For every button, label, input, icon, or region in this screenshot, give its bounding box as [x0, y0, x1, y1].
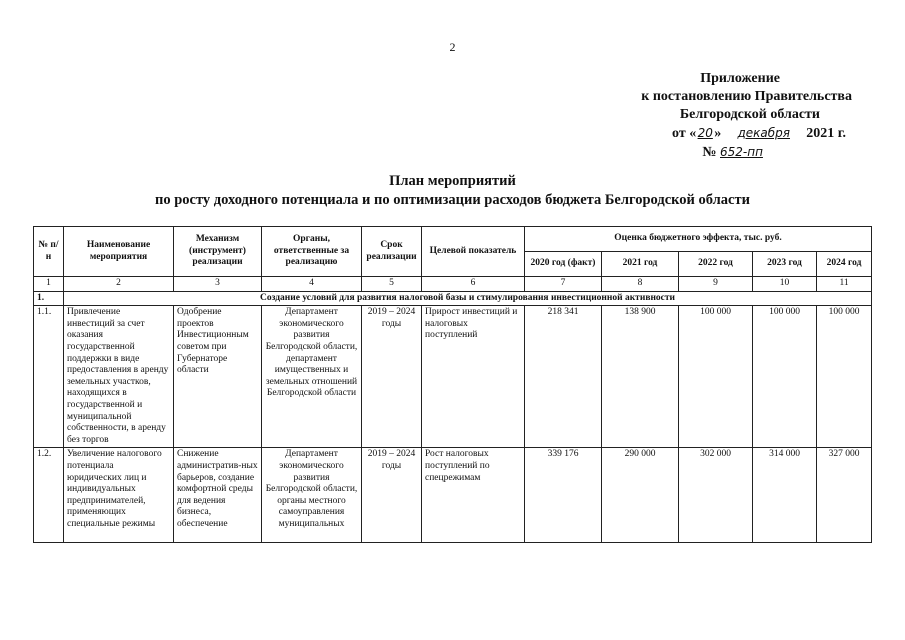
column-number: 7	[525, 277, 602, 292]
section-num: 1.	[34, 291, 64, 306]
row-num: 1.1.	[34, 306, 64, 448]
appendix-block	[600, 70, 860, 162]
row-term: 2019 – 2024 годы	[362, 306, 422, 448]
header-2024: 2024 год	[817, 252, 872, 277]
date-year: 2021 г.	[806, 126, 846, 141]
header-2023: 2023 год	[753, 252, 817, 277]
title-line1: План мероприятий	[389, 173, 516, 189]
column-number: 11	[817, 277, 872, 292]
column-number: 4	[262, 277, 362, 292]
header-2021: 2021 год	[602, 252, 679, 277]
header-num: № п/н	[34, 227, 64, 277]
table-row	[34, 306, 872, 448]
date-month: декабря	[737, 126, 790, 140]
appendix-line1: Приложение	[700, 71, 780, 86]
row-mechanism: Снижение административ-ных барьеров, создание комфортной среды для ведения бизнеса, обеспечение	[177, 449, 258, 529]
section-title: Создание условий для развития налоговой базы и стимулирования инвестиционной активности	[64, 291, 872, 306]
appendix-date	[600, 124, 860, 143]
row-value-2022: 302 000	[700, 449, 731, 460]
column-number-row	[34, 277, 872, 292]
row-value-2024: 327 000	[828, 449, 860, 460]
number-value: 652-пп	[720, 145, 763, 159]
document-title	[0, 172, 905, 210]
row-value-2021: 290 000	[624, 449, 656, 460]
row-value-2023: 100 000	[753, 306, 817, 448]
column-number: 10	[753, 277, 817, 292]
row-mechanism: Одобрение проектов Инвестиционным советом при Губернаторе области	[174, 306, 262, 448]
plan-table	[33, 226, 872, 543]
column-number: 9	[679, 277, 753, 292]
appendix-line2: к постановлению Правительства	[641, 89, 852, 104]
row-term: 2019 – 2024 годы	[367, 449, 416, 471]
appendix-number	[600, 143, 860, 162]
header-2022: 2022 год	[679, 252, 753, 277]
column-number: 5	[362, 277, 422, 292]
column-number: 6	[422, 277, 525, 292]
row-bodies: Департамент экономического развития Белгородской области, департамент имущественных и земельных отношений Белгородской области	[262, 306, 362, 448]
header-target: Целевой показатель	[422, 227, 525, 277]
date-mid: »	[714, 126, 722, 141]
title-line2: по росту доходного потенциала и по оптимизации расходов бюджета Белгородской области	[155, 192, 750, 208]
row-target: Прирост инвестиций и налоговых поступлений	[422, 306, 525, 448]
header-row	[34, 227, 872, 252]
column-number: 1	[34, 277, 64, 292]
header-effect: Оценка бюджетного эффекта, тыс. руб.	[525, 227, 872, 252]
column-number: 3	[174, 277, 262, 292]
date-day: 20	[697, 126, 713, 140]
page-number: 2	[449, 40, 456, 54]
date-prefix: от «	[672, 126, 697, 141]
row-name: Увеличение налогового потенциала юридических лиц и индивидуальных предпринимателей, применяющих специальные режимы	[67, 449, 162, 529]
row-num: 1.2.	[37, 449, 52, 460]
column-number: 8	[602, 277, 679, 292]
row-value-2021: 138 900	[602, 306, 679, 448]
header-term: Срок реализации	[362, 227, 422, 277]
table-row	[34, 448, 872, 543]
header-mechanism: Механизм (инструмент) реализации	[174, 227, 262, 277]
row-value-2024: 100 000	[817, 306, 872, 448]
row-value-2022: 100 000	[679, 306, 753, 448]
header-2020: 2020 год (факт)	[525, 252, 602, 277]
row-value-2020: 218 341	[525, 306, 602, 448]
header-name: Наименование мероприятия	[64, 227, 174, 277]
section-row	[34, 291, 872, 306]
column-number: 2	[64, 277, 174, 292]
row-target: Рост налоговых поступлений по спецрежимам	[425, 449, 490, 483]
row-bodies: Департамент экономического развития Белгородской области, органы местного самоуправления муниципальных	[265, 449, 358, 529]
row-value-2023: 314 000	[769, 449, 800, 460]
header-bodies: Органы, ответственные за реализацию	[262, 227, 362, 277]
number-prefix: №	[702, 145, 717, 160]
row-name: Привлечение инвестиций за счет оказания государственной поддержки в виде предоставления в аренду земельных участков, находящихся в государственной и муниципальной собственности, в аренду без торгов	[64, 306, 174, 448]
appendix-line3: Белгородской области	[679, 107, 820, 122]
row-value-2020: 339 176	[547, 449, 579, 460]
